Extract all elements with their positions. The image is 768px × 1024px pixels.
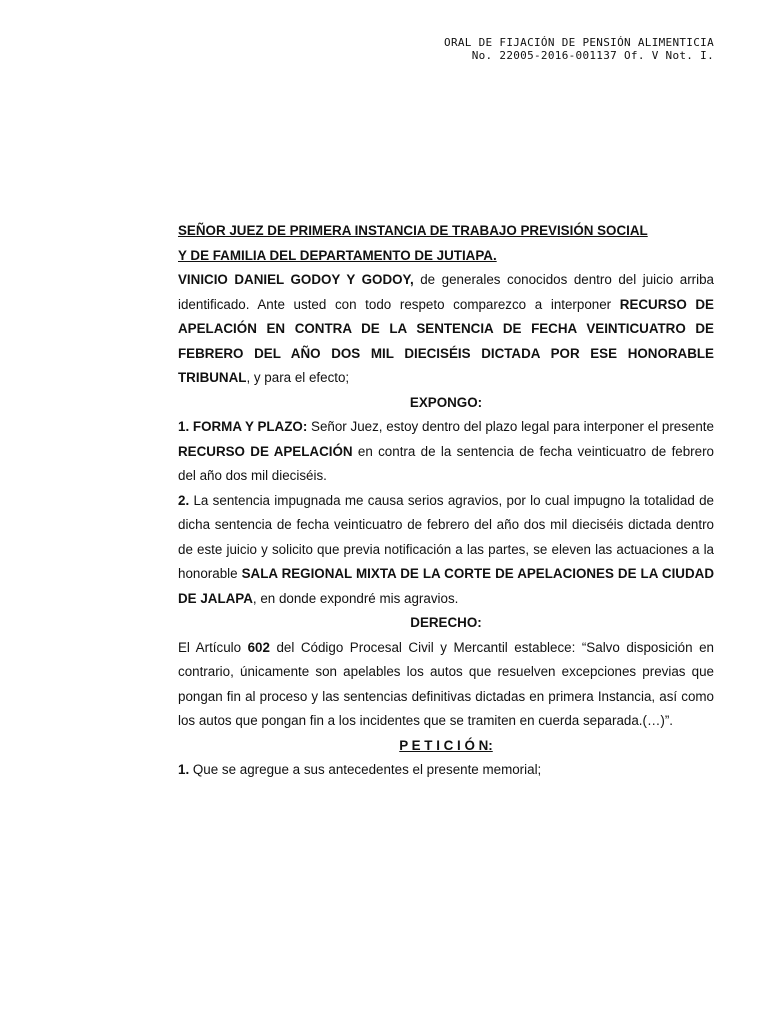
- point-1-label: 1. FORMA Y PLAZO:: [178, 419, 308, 434]
- article-number: 602: [247, 639, 270, 655]
- derecho-text-2: del Código Procesal Civil y Mercantil establece: “Salvo disposición en contrario, únicamente son apelables los autos que resuelven excepciones previas que pongan fin al proceso y las sentencias definitivas dictadas en primera Instancia, así como los autos que pongan fin a los incidentes que se tramiten en cuerda separada.(…)”.: [178, 639, 714, 728]
- document-body: [178, 219, 714, 783]
- derecho-text-1: El Artículo: [178, 639, 248, 655]
- addressee-line-2: Y DE FAMILIA DEL DEPARTAMENTO DE JUTIAPA.: [178, 247, 497, 263]
- expongo-point-1: [178, 415, 714, 489]
- peticion-point-1: [178, 758, 714, 783]
- peticion-1-text: Que se agregue a sus antecedentes el presente memorial;: [189, 762, 542, 777]
- case-number: No. 22005-2016-001137 Of. V Not. I.: [471, 49, 714, 62]
- derecho-paragraph: [178, 636, 714, 734]
- point-1-text-2: en contra de la sentencia de fecha veinticuatro de febrero del año dos mil dieciséis.: [178, 443, 714, 483]
- intro-paragraph: [178, 268, 714, 391]
- appeal-statement: RECURSO DE APELACIÓN EN CONTRA DE LA SENTENCIA DE FECHA VEINTICUATRO DE FEBRERO DEL AÑO DOS MIL DIECISÉIS DICTADA POR ESE HONORABLE TRIBUNAL: [178, 296, 714, 385]
- peticion-1-label: 1.: [178, 762, 190, 777]
- expongo-point-2: [178, 489, 714, 612]
- case-header: [444, 36, 714, 62]
- intro-text-1: de generales conocidos dentro del juicio arriba identificado. Ante usted con todo respeto comparezco a interponer: [178, 272, 714, 312]
- peticion-heading: P E T I C I Ó N:: [399, 737, 493, 753]
- derecho-heading: DERECHO:: [410, 615, 482, 630]
- point-2-text-1: La sentencia impugnada me causa serios agravios, por lo cual impugno la totalidad de dicha sentencia de fecha veinticuatro de febrero del año dos mil dieciséis dictada dentro de este juicio y solicito que previa notificación a las partes, se eleven las actuaciones a la honorable: [178, 492, 714, 581]
- addressee-line-1: SEÑOR JUEZ DE PRIMERA INSTANCIA DE TRABAJO PREVISIÓN SOCIAL: [178, 223, 648, 238]
- case-type: ORAL DE FIJACIÓN DE PENSIÓN ALIMENTICIA: [444, 36, 714, 49]
- expongo-heading: EXPONGO:: [409, 394, 483, 410]
- point-1-text-1: Señor Juez, estoy dentro del plazo legal para interponer el presente: [307, 419, 714, 434]
- point-2-text-2: , en donde expondré mis agravios.: [252, 590, 459, 606]
- point-2-bold: SALA REGIONAL MIXTA DE LA CORTE DE APELACIONES DE LA CIUDAD DE JALAPA: [178, 566, 714, 606]
- point-1-bold: RECURSO DE APELACIÓN: [178, 443, 353, 459]
- point-2-label: 2.: [178, 492, 190, 508]
- addressee: [178, 219, 714, 268]
- petitioner-name: VINICIO DANIEL GODOY Y GODOY,: [178, 272, 414, 287]
- intro-text-2: , y para el efecto;: [246, 370, 350, 385]
